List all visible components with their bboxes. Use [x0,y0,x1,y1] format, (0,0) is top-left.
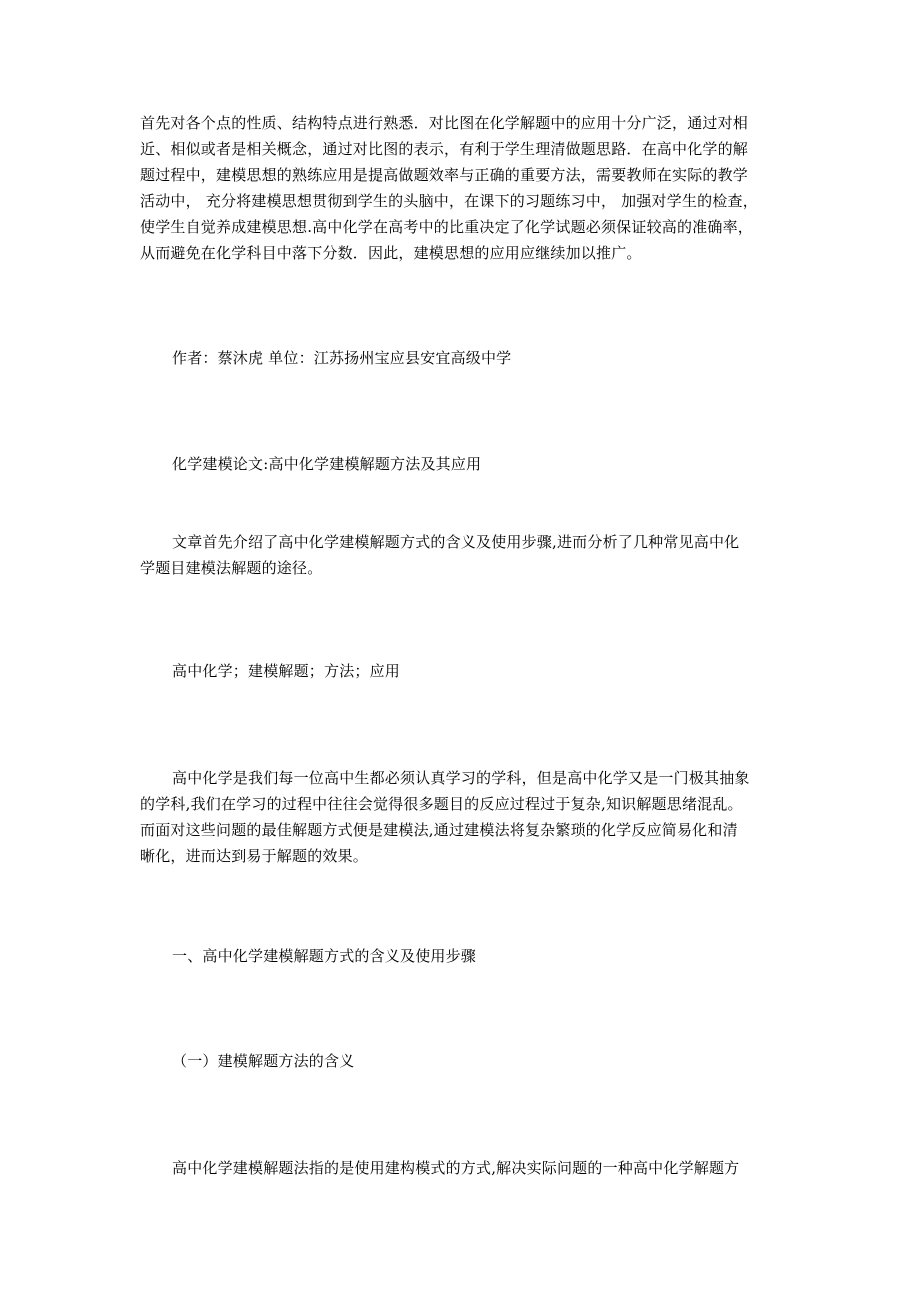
author-line: 作者：蔡沐虎 单位：江苏扬州宝应县安宜高级中学 [172,349,512,367]
intro-line-2: 近、相似或者是相关概念，通过对比图的表示，有利于学生理清做题思路．在高中化学的解 [140,140,749,158]
body-line-4: 晰化，进而达到易于解题的效果。 [140,847,369,865]
abstract-line-1: 文章首先介绍了高中化学建模解题方式的含义及使用步骤,进而分析了几种常见高中化 [172,533,740,551]
intro-line-4: 活动中， 充分将建模思想贯彻到学生的头脑中，在课下的习题练习中， 加强对学生的检查， [140,192,758,210]
body-line-3: 而面对这些问题的最佳解题方式便是建模法,通过建模法将复杂繁琐的化学反应简易化和清 [140,821,738,839]
keywords-line: 高中化学；建模解题；方法；应用 [172,662,401,680]
intro-line-6: 从而避免在化学科目中落下分数．因此，建模思想的应用应继续加以推广。 [140,244,642,262]
paper-title: 化学建模论文:高中化学建模解题方法及其应用 [172,455,482,473]
body-line-1: 高中化学是我们每一位高中生都必须认真学习的学科，但是高中化学又是一门极其抽象 [172,769,750,787]
body-line-2: 的学科,我们在学习的过程中往往会觉得很多题目的反应过程过于复杂,知识解题思绪混乱。 [140,795,743,813]
section-1-heading: 一、高中化学建模解题方式的含义及使用步骤 [172,947,477,965]
subsection-1-heading: （一）建模解题方法的含义 [172,1052,355,1070]
intro-line-5: 使学生自觉养成建模思想.高中化学在高考中的比重决定了化学试题必须保证较高的准确率， [140,218,753,236]
intro-line-1: 首先对各个点的性质、结构特点进行熟悉．对比图在化学解题中的应用十分广泛，通过对相 [140,114,749,132]
subsection-1-body-line-1: 高中化学建模解题法指的是使用建构模式的方式,解决实际问题的一种高中化学解题方 [172,1159,740,1177]
abstract-line-2: 学题目建模法解题的途径。 [140,559,323,577]
intro-line-3: 题过程中，建模思想的熟练应用是提高做题效率与正确的重要方法，需要教师在实际的教学 [140,166,749,184]
